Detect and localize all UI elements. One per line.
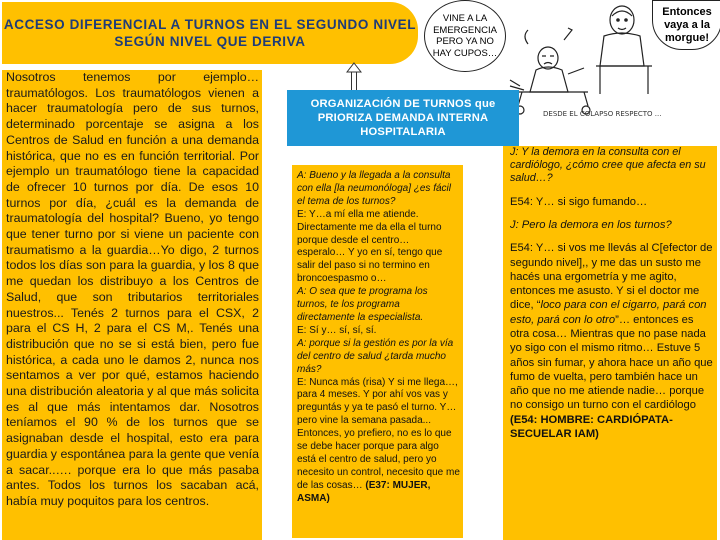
interview-segment: (E54: HOMBRE: CARDIÓPATA- SECUELAR IAM) xyxy=(510,413,673,441)
interview-segment: ”… entonces es otra cosa… Mientras que no pase nada yo sigo con el mismo ritmo… Estuve 5 años sin fumar, y ahora hace un año que fumo de vuelta, pero también hace un año que no me atiende nadie… porque no consigo un turno con el cardiólogo xyxy=(510,313,713,412)
interview-segment: (E37: MUJER, ASMA) xyxy=(297,479,431,504)
interview-segment: E: Sí y… sí, sí, sí. xyxy=(297,324,377,336)
interview-segment: loco para con el cigarro, pará con esto, pará con lo otro xyxy=(510,299,707,326)
interview-segment: A: Bueno y la llegada a la consulta con ella [la neumonóloga] ¿es fácil el tema de los turnos? xyxy=(297,170,451,207)
cartoon-illustration xyxy=(508,0,652,122)
interview-segment: J: Pero la demora en los turnos? xyxy=(510,218,672,231)
right-interview-panel xyxy=(503,146,717,540)
interview-paragraph xyxy=(510,218,713,232)
left-quote-panel xyxy=(2,70,262,540)
interview-segment: E54: Y… si vos me llevás al C[efector de segundo nivel],, y me das un susto me hacés una ergometría y me agito, entonces me asusto. Y si el doctor me dice, “ xyxy=(510,242,713,312)
interview-segment: J: Y la demora en la consulta con el cardiólogo, ¿cómo cree que afecta en su salud…? xyxy=(510,146,706,185)
interview-segment: E: Y…a mí ella me atiende. Directamente me da ella el turno porque desde el centro… esperalo… Y yo en sí, tengo que salir del paso si no termino en broncoespasmo o… xyxy=(297,208,443,285)
left-quote-text: Nosotros tenemos por ejemplo… traumatólogos. Los traumatólogos vienen a hacer traumatología pero de sus turnos, determinado porcentaje se asigna a los Centros de Salud en función a una demanda histórica, que no es en función territorial. Por ejemplo un traumatólogo tiene la capacidad de ofrecer 10 turnos por día. De esos 10 turnos por día, ¿cuál es la demanda de traumatología del hospital? Bueno, yo tengo que tener turno por si viene un paciente con traumatismo a la guardia…Yo digo, 2 turnos todos los días son para la guardia, y los 8 que me quedan los distribuyo a los Centros de Salud, que son tributarios territoriales nuestros... Tenés 2 turnos para el CSX, 2 para el CS H, 2 para el CS M,. Tenés una distribución que no se si está bien, pero fue histórica, a cada uno le damos 2, nunca nos sentamos a ver por qué, estamos haciendo una distribución aleatoria y al que más solicita es al que más intentamos dar. Nosotros teníamos el 90 % de los turnos que se asignaban desde el hospital, esto era para guardia y espontánea para la gente que venía a sacar..…. porque era lo que más pasaba antes. Todos los turnos los sacaban acá, había muy poquitos para los centros. xyxy=(6,70,259,508)
middle-interview-text xyxy=(297,170,460,506)
interview-segment: E: Nunca más (risa) Y si me llega…, para 4 meses. Y por ahí vos vas y preguntás y ya te pasó el turno. Y… pero vine la semana pasada... Entonces, yo prefiero, no es lo que se debe hacer porque para algo está el centro de salud, pero yo necesito un control, necesito que me de las cosas… xyxy=(297,376,460,491)
cartoon-caption: DESDE EL COLAPSO RESPECTO ... xyxy=(543,110,662,118)
organization-label: ORGANIZACIÓN DE TURNOS que PRIORIZA DEMANDA INTERNA HOSPITALARIA xyxy=(310,98,496,138)
interview-paragraph xyxy=(510,195,713,209)
organization-label-box xyxy=(287,90,519,146)
middle-interview-panel xyxy=(292,165,463,538)
speech-bubble-emergency-text: VINE A LA EMERGENCIA PERO YA NO HAY CUPOS… xyxy=(432,13,498,59)
interview-paragraph xyxy=(510,146,713,186)
up-arrow-icon xyxy=(346,62,362,92)
speech-bubble-morgue xyxy=(652,0,720,50)
cartoon-drawing xyxy=(508,0,652,122)
slide-title: ACCESO DIFERENCIAL A TURNOS EN EL SEGUNDO NIVEL SEGÚN NIVEL QUE DERIVA xyxy=(3,17,417,49)
slide-title-box xyxy=(2,2,418,64)
interview-segment: A: O sea que te programa los turnos, te los programa directamente la especialista. xyxy=(297,286,428,323)
interview-paragraph xyxy=(510,241,713,441)
speech-bubble-morgue-text: Entonces vaya a la morgue! xyxy=(662,5,712,44)
interview-segment: A: porque si la gestión es por la vía del centro de salud ¿tarda mucho más? xyxy=(297,337,454,375)
speech-bubble-emergency xyxy=(424,0,506,72)
interview-segment: E54: Y… si sigo fumando… xyxy=(510,195,648,208)
